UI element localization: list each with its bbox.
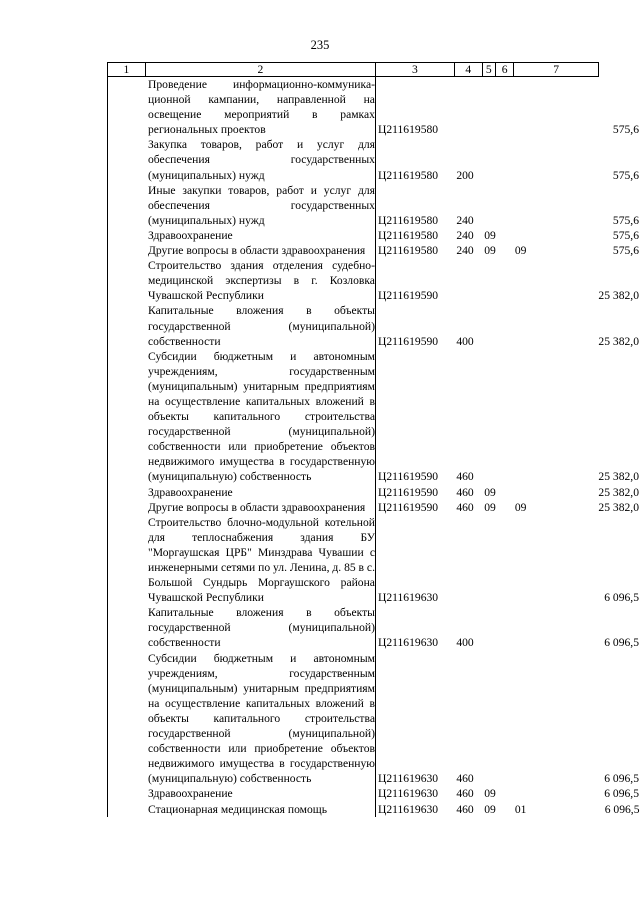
item-name-cell: Здравоохранение (108, 485, 376, 500)
expense-code-cell: Ц211619590 (377, 334, 439, 348)
amount-cell: 575,6 (612, 168, 639, 182)
subsection-cell (514, 137, 599, 182)
section-cell (482, 651, 514, 787)
expense-type-cell: 460 (456, 500, 474, 514)
section-cell (482, 349, 514, 485)
table-row (108, 485, 640, 500)
section-cell (482, 77, 514, 138)
table-body (108, 77, 640, 817)
column-header: 7 (514, 63, 599, 77)
amount-cell: 575,6 (612, 213, 639, 227)
column-number-row (108, 63, 640, 77)
expense-type-cell: 460 (456, 772, 474, 786)
subsection-cell (514, 349, 599, 485)
expense-code-cell: Ц211619580 (377, 123, 439, 137)
subsection-cell (514, 258, 599, 303)
expense-type-cell: 460 (456, 470, 474, 484)
item-name-cell: Закупка товаров, работ и услуг для обеспечения государственных (муниципальных) нужд (108, 137, 376, 182)
subsection-cell (514, 77, 599, 138)
expense-code-cell: Ц211619630 (377, 591, 439, 605)
expense-type-cell: 460 (456, 802, 474, 816)
table-row (108, 786, 640, 801)
expense-code-cell: Ц211619630 (377, 636, 439, 650)
table-row (108, 349, 640, 485)
item-name-cell: Капитальные вложения в объекты государственной (муниципальной) собственности (108, 303, 376, 348)
expense-code-cell: Ц211619590 (377, 289, 439, 303)
subsection-cell (514, 228, 599, 243)
expense-code-cell: Ц211619580 (377, 213, 439, 227)
table-row (108, 802, 640, 817)
section-cell: 09 (484, 500, 496, 514)
expense-code-cell: Ц211619630 (377, 802, 439, 816)
amount-cell: 25 382,0 (598, 485, 639, 499)
amount-cell: 25 382,0 (598, 470, 639, 484)
table-row (108, 183, 640, 228)
table-row (108, 651, 640, 787)
expense-code-cell: Ц211619590 (377, 485, 439, 499)
table-row (108, 303, 640, 348)
item-name-cell: Строительство блочно-модульной котельной для теплоснабжения здания БУ "Моргаушская ЦРБ" Минздрава Чувашии с инженерными сетями по ул. Ленина, д. 85 в с. Большой Сундырь Моргаушского района Чувашской Республики (108, 515, 376, 606)
item-name-cell: Строительство здания отделения судебно-медицинской экспертизы в г. Козловка Чувашской Республики (108, 258, 376, 303)
amount-cell: 575,6 (612, 228, 639, 242)
section-cell: 09 (484, 244, 496, 258)
page-number: 235 (310, 38, 330, 52)
expense-code-cell: Ц211619630 (377, 787, 439, 801)
table-row (108, 228, 640, 243)
item-name-cell: Капитальные вложения в объекты государственной (муниципальной) собственности (108, 605, 376, 650)
section-cell (482, 183, 514, 228)
amount-cell: 6 096,5 (604, 591, 639, 605)
item-name-cell: Стационарная медицинская помощь (108, 802, 376, 817)
amount-cell: 6 096,5 (604, 787, 639, 801)
subsection-cell (514, 786, 599, 801)
section-cell: 09 (484, 485, 496, 499)
subsection-cell: 09 (514, 244, 527, 258)
section-cell: 09 (484, 228, 496, 242)
expense-type-cell: 200 (456, 168, 474, 182)
item-name-cell: Здравоохранение (108, 228, 376, 243)
column-header: 4 (454, 63, 482, 77)
column-header: 6 (495, 63, 513, 77)
column-header: 2 (145, 63, 375, 77)
amount-cell: 6 096,5 (604, 772, 639, 786)
expense-type-cell: 400 (456, 636, 474, 650)
table-row (108, 137, 640, 182)
subsection-cell (514, 605, 599, 650)
item-name-cell: Проведение информационно-коммуника-ционной кампании, направленной на освещение мероприятий в рамках региональных проектов (108, 77, 376, 138)
expense-type-cell: 240 (456, 228, 474, 242)
expense-type-cell: 400 (456, 334, 474, 348)
subsection-cell (514, 651, 599, 787)
section-cell (482, 137, 514, 182)
amount-cell: 575,6 (612, 244, 639, 258)
column-header: 5 (482, 63, 495, 77)
expense-code-cell: Ц211619580 (377, 244, 439, 258)
section-cell: 09 (484, 787, 496, 801)
amount-cell: 575,6 (612, 123, 639, 137)
expense-type-cell (454, 77, 482, 138)
expense-code-cell: Ц211619580 (377, 168, 439, 182)
section-cell (482, 258, 514, 303)
amount-cell: 6 096,5 (604, 802, 640, 816)
expense-type-cell: 460 (456, 787, 474, 801)
subsection-cell: 01 (514, 802, 527, 816)
expense-type-cell: 240 (456, 244, 474, 258)
item-name-cell: Субсидии бюджетным и автономным учреждениям, государственным (муниципальным) унитарным предприятиям на осуществление капитальных вложений в объекты капитального строительства государственной (муниципальной) собственности или приобретение объектов недвижимого имущества в государственную (муниципальную) собственность (108, 651, 376, 787)
amount-cell: 25 382,0 (598, 289, 639, 303)
amount-cell: 6 096,5 (604, 636, 639, 650)
section-cell (482, 605, 514, 650)
section-cell (482, 515, 514, 606)
column-header: 3 (375, 63, 454, 77)
expense-code-cell: Ц211619590 (377, 470, 439, 484)
subsection-cell (514, 515, 599, 606)
item-name-cell: Здравоохранение (108, 786, 376, 801)
item-name-cell: Другие вопросы в области здравоохранения (108, 500, 376, 515)
item-name-cell: Иные закупки товаров, работ и услуг для обеспечения государственных (муниципальных) нужд (108, 183, 376, 228)
expense-code-cell: Ц211619580 (377, 228, 439, 242)
expense-code-cell: Ц211619590 (377, 500, 439, 514)
table-row (108, 515, 640, 606)
subsection-cell: 09 (514, 500, 527, 514)
item-name-cell: Субсидии бюджетным и автономным учреждениям, государственным (муниципальным) унитарным предприятиям на осуществление капитальных вложений в объекты капитального строительства государственной (муниципальной) собственности или приобретение объектов недвижимого имущества в государственную (муниципальную) собственность (108, 349, 376, 485)
table-row (108, 500, 640, 515)
column-header: 1 (108, 63, 146, 77)
amount-cell: 25 382,0 (598, 500, 639, 514)
subsection-cell (514, 183, 599, 228)
table-row (108, 77, 640, 138)
table-row (108, 605, 640, 650)
section-cell (482, 303, 514, 348)
expense-type-cell: 460 (456, 485, 474, 499)
expense-type-cell (454, 515, 482, 606)
section-cell: 09 (484, 802, 496, 816)
table-row (108, 243, 640, 258)
item-name-cell: Другие вопросы в области здравоохранения (108, 243, 376, 258)
amount-cell: 25 382,0 (598, 334, 639, 348)
subsection-cell (514, 303, 599, 348)
expense-code-cell: Ц211619630 (377, 772, 439, 786)
expense-type-cell: 240 (456, 213, 474, 227)
budget-table (107, 62, 640, 817)
table-row (108, 258, 640, 303)
subsection-cell (514, 485, 599, 500)
expense-type-cell (454, 258, 482, 303)
